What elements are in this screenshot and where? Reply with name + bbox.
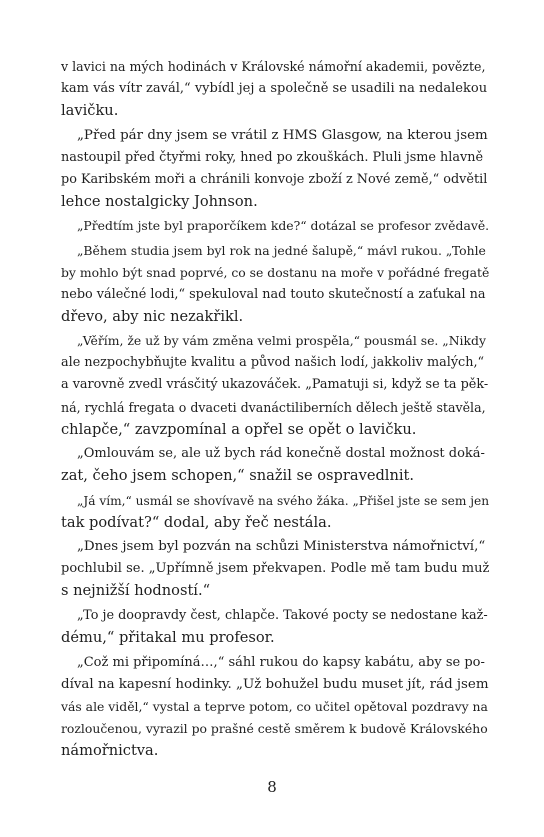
text-line: a varovně zvedl vrásčitý ukazováček. „Pamatuji si, když se ta pěk- [61,377,489,392]
text-line: ale nezpochybňujte kvalitu a původ našich lodí, jakkoliv malých,“ [61,355,485,370]
text-line: „To je doopravdy čest, chlapče. Takové pocty se nedostane kaž- [77,608,488,623]
text-line: v lavici na mých hodinách v Královské námořní akademii, povězte, [61,59,486,74]
text-line: „Předtím jste byl praporčíkem kde?“ dotázal se profesor zvědavě. [77,218,490,233]
text-line: „Omlouvám se, ale už bych rád konečně dostal možnost doká- [77,446,485,461]
text-line: tak podívat?“ dodal, aby řeč nestála. [61,514,332,531]
text-line: „Během studia jsem byl rok na jedné šalupě,“ mávl rukou. „Tohle [77,243,486,258]
text-line: „Před pár dny jsem se vrátil z HMS Glasgow, na kterou jsem [77,128,488,143]
text-line: s nejnižší hodností.“ [61,582,211,599]
text-line: námořnictva. [61,742,159,759]
text-line: ná, rychlá fregata o dvaceti dvanáctiliberních dělech ještě stavěla, [61,400,486,415]
text-line: dřevo, aby nic nezakřikl. [61,308,244,325]
text-line: „Dnes jsem byl pozván na schůzi Ministerstva námořnictví,“ [77,539,486,554]
page-number: 8 [267,778,277,796]
text-line: zat, čeho jsem schopen,“ snažil se ospravedlnit. [61,467,415,484]
text-line: dému,“ přitakal mu profesor. [61,629,275,646]
text-line: chlapče,“ zavzpomínal a opřel se opět o lavičku. [61,421,417,438]
text-line: pochlubil se. „Upřímně jsem překvapen. Podle mě tam budu muž [61,561,490,576]
text-line: vás ale viděl,“ vystal a teprve potom, co učitel opětoval pozdravy na [61,699,488,714]
text-line: „Věřím, že už by vám změna velmi prospěla,“ pousmál se. „Nikdy [77,333,486,348]
text-line: „Já vím,“ usmál se shovívavě na svého žáka. „Přišel jste se sem jen [77,494,490,508]
text-line: lehce nostalgicky Johnson. [61,193,258,210]
text-line: po Karibském moři a chránili konvoje zboží z Nové země,“ odvětil [61,172,488,187]
text-line: rozloučenou, vyrazil po prašné cestě směrem k budově Královského [61,721,488,736]
text-line: by mohlo být snad poprvé, co se dostanu na moře v pořádné fregatě [61,265,490,280]
text-line: díval na kapesní hodinky. „Už bohužel budu muset jít, rád jsem [61,677,489,692]
text-line: nebo válečné lodi,“ spekuloval nad touto skutečností a zaťukal na [61,287,486,302]
text-line: nastoupil před čtyřmi roky, hned po zkouškách. Pluli jsme hlavně [61,150,484,165]
text-line: „Což mi připomíná…,“ sáhl rukou do kapsy kabátu, aby se po- [77,655,485,670]
text-line: kam vás vítr zavál,“ vybídl jej a společně se usadili na nedalekou [61,81,488,96]
text-line: lavičku. [61,102,119,119]
